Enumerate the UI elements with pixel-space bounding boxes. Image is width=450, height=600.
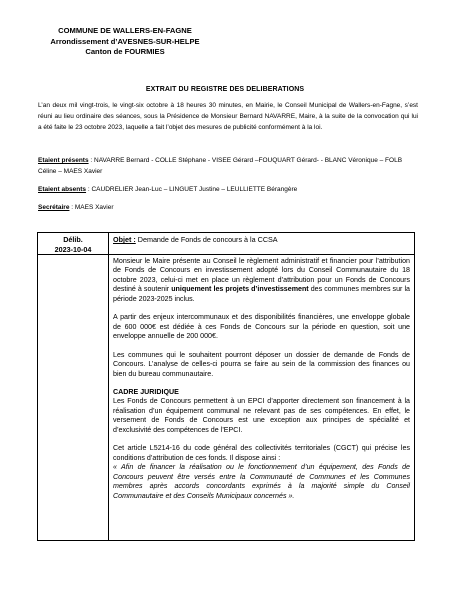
paragraph-communes: Les communes qui le souhaitent pourront déposer un dossier de demande de Fonds de Concours. L’analyse de celles-ci pourra se faire au sein de la commission des finances ou bien du bureau communautaire. [113,350,410,378]
table-header-row [38,233,415,255]
presents-line [38,156,418,178]
empty-left-cell [38,255,109,541]
document-title: EXTRAIT DU REGISTRE DES DELIBERATIONS [145,86,305,93]
secretaire-line [38,203,418,214]
paragraph-epci: Les Fonds de Concours permettent à un EPCI d’apporter directement son financement à la réalisation d’un équipement communal ne relevant pas de ses compétences. En effet, le versement de Fonds de Concours est une exception aux principes de spécialité et d’exclusivité des compétences de l’EPCI. [113,397,410,434]
paragraph-reglement: Monsieur le Maire présente au Conseil le règlement administratif et financier pour l’attribution de Fonds de Concours en investissement adopté lors du Conseil Communautaire du 18 octobre 2023, celui-ci met en place un règlement d’attribution pour un Fonds de Concours destiné à soutenir uniquement les projets d’investissement des communes membres sur la période 2023-2025 inclus. [113,257,410,303]
delib-number: 2023-10-04 [54,244,92,254]
deliberation-id-cell [38,233,109,255]
deliberation-table [37,232,415,541]
commune-name: COMMUNE DE WALLERS-EN-FAGNE [58,26,192,35]
cadre-juridique-heading: CADRE JURIDIQUE [113,387,179,396]
objet-label: Objet : [113,235,136,244]
secretaire-value: : MAES Xavier [69,204,114,211]
emphasis-investissement: uniquement les projets d’investissement [171,285,309,294]
arrondissement: Arrondissement d’AVESNES-SUR-HELPE [50,36,200,46]
objet-value: Demande de Fonds de concours à la CCSA [135,235,278,244]
paragraph-article: Cet article L5214-16 du code général des collectivités territoriales (CGCT) qui précise les conditions d’attribution de ces fonds. Il dispose ainsi : [113,444,410,462]
canton: Canton de FOURMIES [85,47,165,56]
objet-cell [109,233,415,255]
letterhead [40,26,210,58]
secretaire-label: Secrétaire [38,204,70,211]
intro-paragraph: L’an deux mil vingt-trois, le vingt-six octobre à 18 heures 30 minutes, en Mairie, le Conseil Municipal de Wallers-en-Fagne, s’est réuni au lieu ordinaire des séances, sous la Présidence de Monsieur Bernard NAVARRE, Maire, à la suite de la convocation qui lui a été faite le 23 octobre 2023, laquelle a fait l’objet des mesures de publicité conformément à la loi. [38,102,418,131]
presents-label: Etaient présents [38,157,89,164]
absents-line [38,185,418,196]
delib-label: Délib. [63,235,83,244]
presents-value: : NAVARRE Bernard - COLLE Stéphane - VISEE Gérard –FOUQUART Gérard- - BLANC Véronique – FOLB Céline – MAES Xavier [38,157,403,175]
paragraph-enveloppe: A partir des enjeux intercommunaux et des disponibilités financières, une enveloppe globale de 600 000€ est dédiée à ces Fonds de Concours sur la période en question, soit une enveloppe annuelle de 200 000€. [113,313,410,341]
absents-label: Etaient absents [38,186,87,193]
quote-article: « Afin de financer la réalisation ou le fonctionnement d’un équipement, des Fonds de Concours peuvent être versés entre la Communauté de Communes et les Communes membres après accords concordants exprimés à la majorité simple du Conseil Communautaire et des Conseils Municipaux concernés ». [113,463,410,500]
absents-value: : CAUDRELIER Jean-Luc – LINGUET Justine – LEULLIETTE Bérangère [86,186,298,193]
table-body-row [38,255,415,541]
deliberation-body [109,255,415,541]
